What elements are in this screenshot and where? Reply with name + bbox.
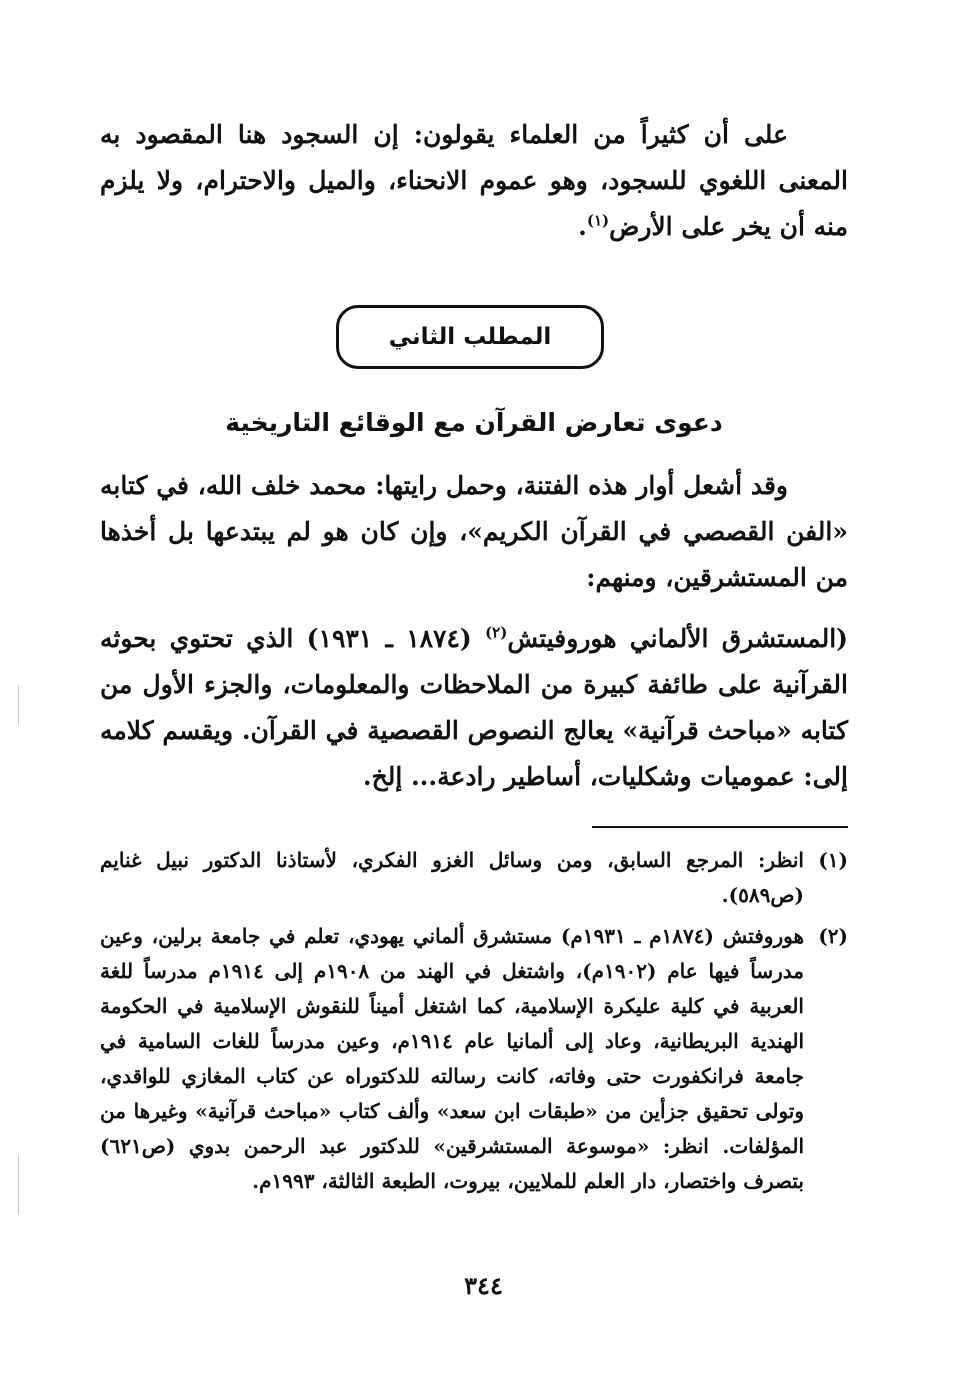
paragraph-1-text: وقد أشعل أوار هذه الفتنة، وحمل رايتها: محمد خلف الله، في كتابه «الفن القصصي في القرآن الكريم»، وإن كان هو لم يبتدعها بل أخذها من المستشرقين، ومنهم:: [100, 471, 848, 592]
intro-paragraph: [100, 112, 848, 250]
footnote-ref-2: (٢): [485, 623, 508, 642]
section-heading-box: [336, 305, 604, 369]
footnote-text: هوروفتش (١٨٧٤م ـ ١٩٣١م) مستشرق ألماني يهودي، تعلم في جامعة برلين، وعين مدرساً فيها عام (١٩٠٢م)، واشتغل في الهند من ١٩٠٨م إلى ١٩١٤م مدرساً للغة العربية في كلية عليكرة الإسلامية، كما اشتغل أميناً للنقوش الإسلامية في الحكومة الهندية البريطانية، وعاد إلى ألمانيا عام ١٩١٤م، وعين مدرساً للغات السامية في جامعة فرانكفورت حتى وفاته، كانت رسالته للدكتوراه عن كتاب المغازي للواقدي، وتولى تحقيق جزأين من «طبقات ابن سعد» وألف كتاب «مباحث قرآنية» وغيرها من المؤلفات. انظر: «موسوعة المستشرقين» للدكتور عبد الرحمن بدوي (ص٦٢١) بتصرف واختصار، دار العلم للملايين، بيروت، الطبعة الثالثة، ١٩٩٣م.: [100, 924, 804, 1193]
footnote-divider: [592, 826, 848, 828]
paragraph-2-text-after: (١٨٧٤ ـ ١٩٣١) الذي تحتوي بحوثه القرآنية على طائفة كبيرة من الملاحظات والمعلومات، والجزء الأول من كتابه «مباحث قرآنية» يعالج النصوص القصصية في القرآن. ويقسم كلامه إلى: عموميات وشكليات، أساطير رادعة... إلخ.: [100, 624, 848, 791]
footnote-number: (٢): [818, 924, 848, 948]
paragraph-2: [100, 616, 848, 800]
footnote-text: انظر: المرجع السابق، ومن وسائل الغزو الفكري، لأستاذنا الدكتور نبيل غنايم (ص٥٨٩).: [100, 848, 804, 907]
footnote-item: [100, 843, 848, 913]
intro-end: .: [578, 212, 587, 241]
footnote-item: [100, 919, 848, 1199]
section-title: دعوى تعارض القرآن مع الوقائع التاريخية: [225, 408, 723, 437]
footnote-ref-1: (١): [586, 211, 610, 230]
page-number: ٣٤٤: [464, 1271, 503, 1300]
footnotes: [100, 843, 848, 1205]
paragraph-2-text-before: (المستشرق الألماني هوروفيتش: [507, 624, 848, 653]
paragraph-1: [100, 463, 848, 601]
scan-margin-mark: [18, 685, 19, 725]
scan-margin-mark: [18, 1155, 19, 1215]
section-box-label: المطلب الثاني: [388, 324, 552, 350]
intro-text: على أن كثيراً من العلماء يقولون: إن السجود هنا المقصود به المعنى اللغوي للسجود، وهو عموم الانحناء، والميل والاحترام، ولا يلزم منه أن يخر على الأرض: [100, 120, 848, 241]
footnote-number: (١): [818, 848, 848, 872]
